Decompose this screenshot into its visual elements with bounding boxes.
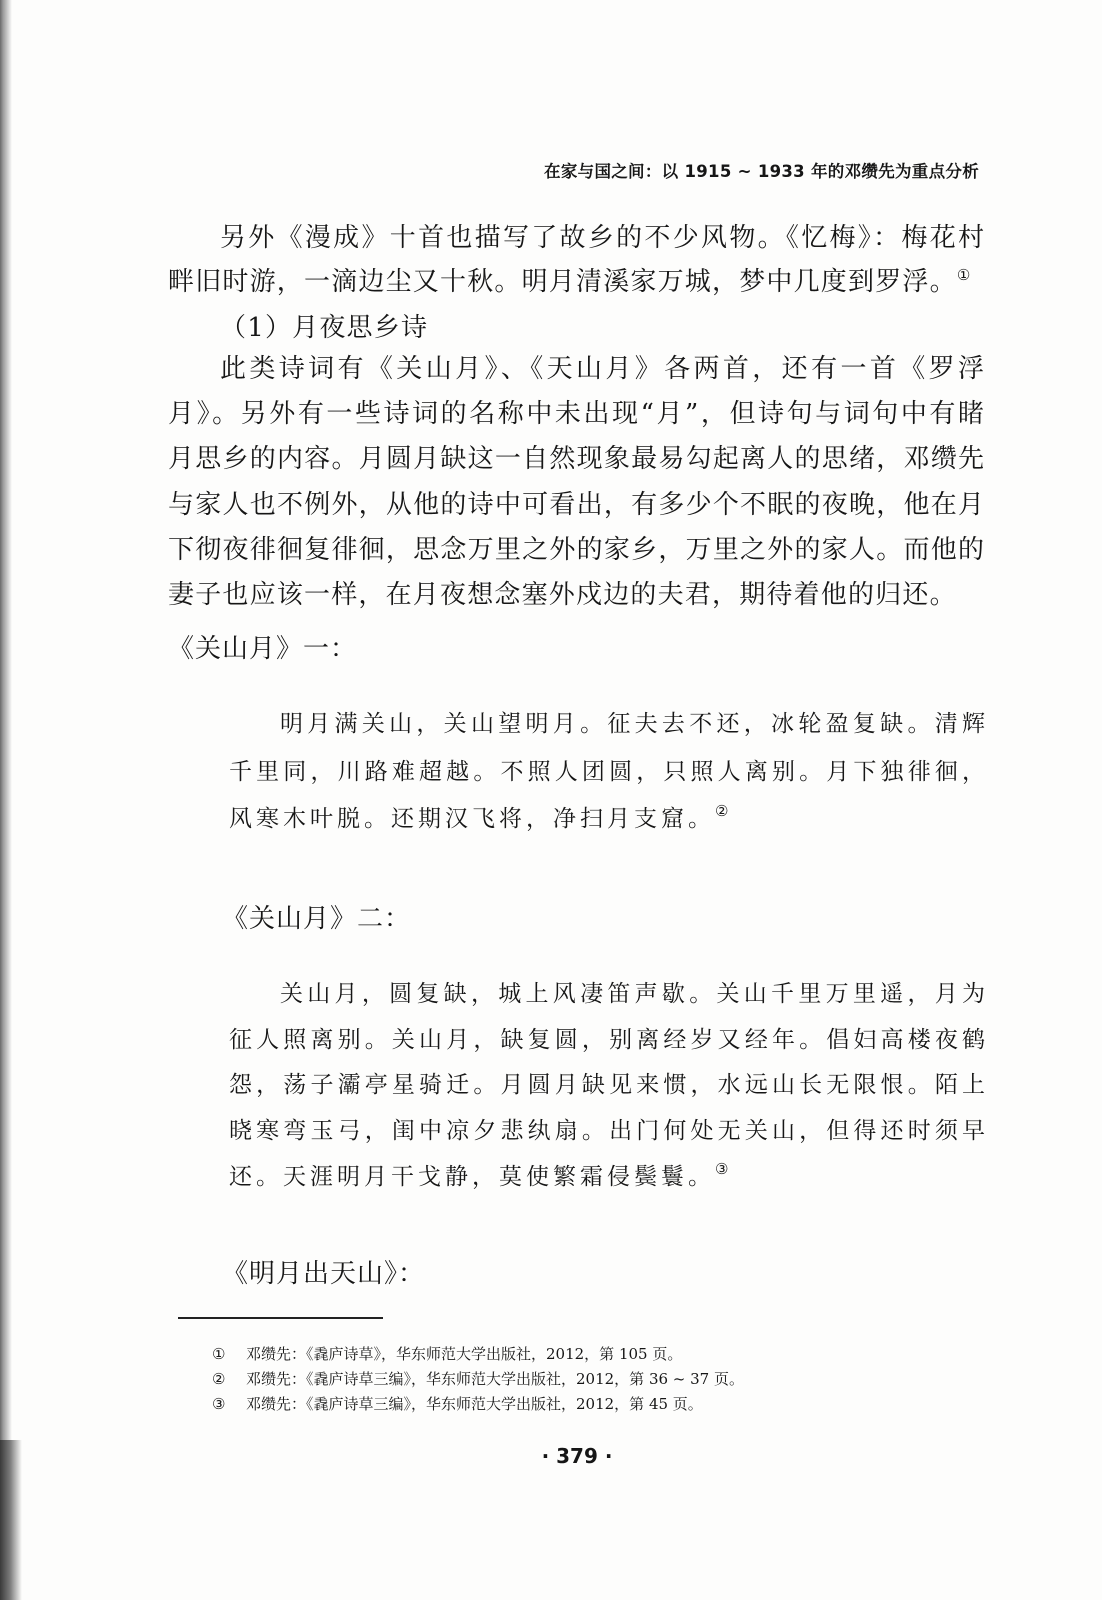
footnote bbox=[212, 1367, 744, 1392]
poem-line: 千里同，川路难超越。不照人团圆，只照人离别。月下独徘徊， bbox=[229, 758, 985, 785]
poem-title: 《关山月》一： bbox=[168, 634, 358, 664]
scan-edge-torn bbox=[0, 1440, 22, 1600]
paragraph-line: 另外《漫成》十首也描写了故乡的不少风物。《忆梅》：梅花村 bbox=[220, 223, 984, 253]
paragraph-line: 月思乡的内容。月圆月缺这一自然现象最易勾起离人的思绪，邓缵先 bbox=[168, 444, 984, 475]
footnote-rule bbox=[178, 1317, 383, 1319]
line-text: 畔旧时游，一滴边尘又十秋。明月清溪家万城，梦中几度到罗浮。 bbox=[168, 267, 957, 297]
footnote-mark: ③ bbox=[212, 1395, 226, 1413]
paragraph-line bbox=[168, 260, 984, 304]
paragraph-line: 下彻夜徘徊复徘徊，思念万里之外的家乡，万里之外的家人。而他的 bbox=[168, 534, 984, 565]
poem-line: 明月满关山，关山望明月。征夫去不还，冰轮盈复缺。清辉 bbox=[280, 711, 985, 737]
footnote-text: 邓缵先：《毳庐诗草三编》，华东师范大学出版社，2012，第 45 页。 bbox=[246, 1395, 703, 1413]
page-number: · 379 · bbox=[541, 1444, 613, 1468]
paragraph-line: 月》。另外有一些诗词的名称中未出现“月”，但诗句与词句中有睹 bbox=[168, 399, 984, 430]
footnotes bbox=[212, 1342, 744, 1417]
poem-line: 征人照离别。关山月，缺复圆，别离经岁又经年。倡妇高楼夜鹤 bbox=[229, 1026, 985, 1053]
poem-1 bbox=[229, 701, 985, 844]
footnote-text: 邓缵先：《毳庐诗草》，华东师范大学出版社，2012，第 105 页。 bbox=[246, 1345, 683, 1363]
running-title: 在家与国之间：以 1915 ~ 1933 年的邓缵先为重点分析 bbox=[544, 162, 979, 181]
paragraph-line: 妻子也应该一样，在月夜想念塞外戍边的夫君，期待着他的归还。 bbox=[168, 580, 957, 611]
paragraph-2 bbox=[168, 347, 984, 618]
footnote-ref: ③ bbox=[715, 1159, 729, 1178]
footnote-ref: ① bbox=[956, 266, 971, 284]
line-text: 风寒木叶脱。还期汉飞将，净扫月支窟。 bbox=[229, 806, 715, 832]
paragraph-1 bbox=[168, 216, 984, 304]
footnote-ref: ② bbox=[715, 802, 729, 820]
section-heading-block bbox=[168, 306, 984, 350]
poem-title: 《关山月》二： bbox=[222, 904, 412, 934]
footnote bbox=[212, 1342, 744, 1367]
poem-title: 《明月出天山》： bbox=[222, 1259, 426, 1289]
poem-2 bbox=[229, 972, 985, 1201]
poem-line: 怨，荡子灞亭星骑迁。月圆月缺见来惯，水远山长无限恨。陌上 bbox=[229, 1072, 985, 1099]
footnote bbox=[212, 1392, 744, 1417]
footnote-mark: ① bbox=[212, 1345, 226, 1363]
paragraph-line: 与家人也不例外，从他的诗中可看出，有多少个不眠的夜晚，他在月 bbox=[168, 489, 984, 520]
section-heading: （1）月夜思乡诗 bbox=[220, 313, 429, 343]
poem-line bbox=[229, 796, 985, 844]
poem-line: 关山月，圆复缺，城上风凄笛声歇。关山千里万里遥，月为 bbox=[280, 981, 985, 1007]
poem-line bbox=[229, 1155, 985, 1201]
footnote-text: 邓缵先：《毳庐诗草三编》，华东师范大学出版社，2012，第 36 ~ 37 页。 bbox=[246, 1370, 744, 1388]
line-text: 还。天涯明月干戈静，莫使繁霜侵鬓鬟。 bbox=[229, 1163, 715, 1190]
scan-edge bbox=[0, 0, 12, 1600]
poem-line: 晓寒弯玉弓，闺中凉夕悲纨扇。出门何处无关山，但得还时须早 bbox=[229, 1118, 985, 1145]
paragraph-line: 此类诗词有《关山月》、《天山月》各两首，还有一首《罗浮 bbox=[220, 354, 984, 384]
footnote-mark: ② bbox=[212, 1370, 226, 1388]
